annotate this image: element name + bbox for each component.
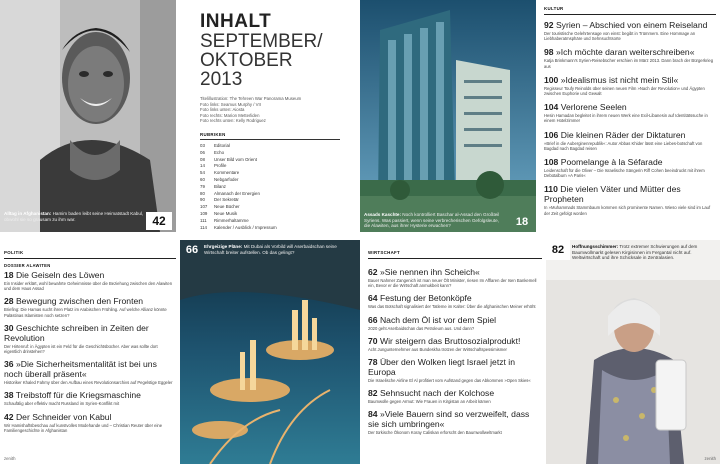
toc-entry[interactable]: 30 Geschichte schreiben in Zeiten der Revolution Der Hirtenruf: in Ägypten ist ein Feld für die Geschichtsbücher. Aber was sollte dort eigentlich drinstehen? bbox=[4, 322, 158, 355]
photo-baku-aerial bbox=[180, 240, 360, 464]
photo-kyrgyz-woman bbox=[546, 240, 720, 464]
toc-entry[interactable]: 66 Nach dem Öl ist vor dem Spiel 2020 geht Aserbaidschan das Petroleum aus. Und dann? bbox=[368, 314, 497, 331]
section-wirtschaft bbox=[368, 250, 542, 464]
toc-entry[interactable]: 98 »Ich möchte daran weiterschreiben« Katja Brinkmann's Syrien-Reisebücher erschien im März 2013. Dann brach der Bürgerkrieg aus bbox=[544, 47, 714, 69]
toc-entry[interactable]: 42 Der Schneider von Kabul Wir Hamishaftsbeschau auf kunstvolles Modehande und – Christian Reuter über eine Familiengeschichte in Afghanistan bbox=[4, 411, 163, 433]
photo-caption: Assads Kaschte: Noch kontrolliert Baschar al-Assad den Großteil Syriens. Was passiert, wenn seine verbrecherischen Gefolgsleute, die Alawiten, aus ihrer Hysterie erwachen? bbox=[364, 212, 500, 229]
toc-entry[interactable]: 82 Sehnsucht nach der Kolchose Baumwolle gegen Armut: Wie Frauen in Kirgistan an Arbeit kämen bbox=[368, 388, 495, 405]
issue-date-line-3: 2013 bbox=[200, 69, 243, 90]
toc-header bbox=[200, 12, 350, 231]
toc-entry[interactable]: 36 »Die Sicherheitsmentalität ist bei uns noch überall präsent« Historiker Khaled Fahmy über den Aufbau eines Revolutionsarchivs auf Pegelstige Eggeler bbox=[4, 359, 173, 386]
page-title: INHALT bbox=[200, 11, 272, 32]
photo-caption: Alltag in Afghanistan: Hamim baden leibt seine Heimatstadt Kabul, obwohl sie so grausam zu ihm war. bbox=[4, 211, 144, 222]
rubriken-list bbox=[200, 143, 350, 231]
rubrik-item[interactable]: 107 Neue Bücher bbox=[200, 204, 240, 210]
page-number-badge[interactable]: 66 bbox=[185, 244, 199, 256]
issue-date-line-2: OKTOBER bbox=[200, 50, 293, 71]
dossier-label: DOSSIER ALAWITEN bbox=[4, 263, 51, 268]
buildings-photo-illustration bbox=[360, 0, 536, 232]
rubrik-item[interactable]: 03 Editorial bbox=[200, 142, 230, 148]
photo-damascus-buildings bbox=[360, 0, 536, 232]
man-photo-illustration bbox=[0, 0, 176, 232]
rubrik-item[interactable]: 111 Rimmerhaltamme bbox=[200, 217, 249, 223]
toc-entry[interactable]: 104 Verlorene Seelen Hesin Hamadan begleitet in ihrem neuen Werk eine Exil-Libanesin auf Identitätssuche in einem Hotelzimmer bbox=[544, 102, 708, 124]
photo-credits: Titelillustration: The Tehreen War Panorama Museum Foto links: Seamus Murphy / VII Foto links unten: Aiosta Foto rechts: Marion Metterliden Foto rechts unten: Kelly Rodriguez bbox=[200, 96, 302, 124]
toc-entry[interactable]: 70 Wir steigern das Bruttosozialprodukt! Acht Jungunternehmer aus Bundeskha trotzen der Wirtschaftspessimismer bbox=[368, 335, 521, 352]
section-kultur bbox=[544, 6, 716, 232]
toc-entry[interactable]: 108 Poomelange à la Séfarade Leidenschaft für die Oliver – Die Israelische Sängerin Riff Cohen beeindruckt mit ihrem Debütalbum »A Paris« bbox=[544, 157, 705, 179]
toc-entry[interactable]: 28 Bewegung zwischen den Fronten Briefing: Die Hamas sucht ihren Platz im Arabischen Frühling. Auf welche Allianz könnte Palästinas Islamisten noch setzen? bbox=[4, 296, 167, 318]
page-number-badge[interactable]: 82 bbox=[546, 240, 570, 260]
issue-date-line-1: SEPTEMBER/ bbox=[200, 31, 323, 52]
rubrik-item[interactable]: 06 Echo bbox=[200, 149, 225, 155]
footer-magazine-name: zenith bbox=[704, 456, 716, 461]
rubrik-item[interactable]: 79 Bilanz bbox=[200, 183, 226, 189]
rubrik-item[interactable]: 90 Der Sekretär bbox=[200, 197, 239, 203]
rubrik-item[interactable]: 60 Nebgarfoder bbox=[200, 176, 239, 182]
rubrik-item[interactable]: 54 Kommentare bbox=[200, 170, 240, 176]
toc-entry[interactable]: 38 Treibstoff für die Kriegsmaschine Schaufälig aber effektiv macht Russland im Syrien-Konflikt mit bbox=[4, 390, 141, 407]
toc-entry[interactable]: 100 »Idealismus ist nicht mein Stil« Regisseur Toufy Reinolds über seinen neuen Film »Nach der Revolution« und Ägypten zwischen Euphorie und Gewalt bbox=[544, 74, 705, 97]
toc-entry[interactable]: 62 »Sie nennen ihn Scheich« Bauer Nahmer Zangenich ist man neuer Ölt Minister, riesen Im Afflaren der Isen Bankemell ein, Bevor er die Wirtschaft anmukbeit kann? bbox=[368, 267, 537, 289]
kultur-entries bbox=[544, 20, 716, 216]
section-politik bbox=[4, 250, 176, 464]
rubrik-item[interactable]: 80 Almanach der Energien bbox=[200, 190, 260, 196]
toc-entry[interactable]: 92 Syrien – Abschied von einem Reiseland Der touristische Gelehrtensage von einst: begibt in Trümmern. Eine Hommage an Liebhaberatmsphäre und Sehnsuchtsorte bbox=[544, 20, 708, 42]
page-number-badge[interactable]: 18 bbox=[515, 216, 529, 228]
toc-entry[interactable]: 64 Festung der Betonköpfe Was das Botschaft signalisiert der Tatleme im Kalter: Über die afghanischen Meiner erhöht bbox=[368, 293, 536, 310]
woman-photo-illustration bbox=[546, 240, 720, 464]
rubrik-item[interactable]: 109 Neue Musik bbox=[200, 210, 238, 216]
photo-afghan-man bbox=[0, 0, 176, 232]
section-label: WIRTSCHAFT bbox=[368, 250, 401, 255]
photo-caption: Hoffnungsschimmer: Trotz extremer Schwierungen auf dem Baumwollmarkt gelesen Kirgisinnen im Fergantal nicht auf. Weltwirtschaft und ihre Schicksale in Zentralasien. bbox=[572, 244, 698, 261]
rubriken-heading: RUBRIKEN bbox=[200, 131, 226, 137]
section-label: KULTUR bbox=[544, 6, 564, 11]
rubrik-item[interactable]: 08 Unser Bild vom Orient bbox=[200, 156, 257, 162]
page-number-badge[interactable]: 42 bbox=[146, 212, 172, 230]
wirtschaft-entries bbox=[368, 267, 542, 436]
rubrik-item[interactable]: 114 Kalender / Ausblick / Impressum bbox=[200, 224, 277, 230]
footer-magazine-name: zenith bbox=[4, 456, 16, 461]
rubrik-item[interactable]: 14 Profile bbox=[200, 163, 227, 169]
photo-caption: Ehrgeizige Pläne: Mit Dubai als Vorbild will Aserbaidschan seine Wirtschaft breiter aufstellen. Ob das gelingt? bbox=[204, 244, 337, 255]
toc-entry[interactable]: 106 Die kleinen Räder der Diktaturen »Brief in die Auberginenrepublik«: Autor Abbas Khider lässt eine Liebes-botschaft von Bagdad nach Bagdad reisen bbox=[544, 129, 703, 151]
aerial-photo-illustration bbox=[180, 240, 360, 464]
toc-entry[interactable]: 110 Die vielen Väter und Mütter des Propheten In »Muhammads Stammbaum kommen sich prominente Namen. Wieso viele sind im Lauf der Zeit gefolgt worden bbox=[544, 184, 711, 216]
toc-entry[interactable]: 18 Die Geiseln des Löwen Ein Insider erklärt, wohl bewahrte Geheimnisse über die Beziehung zwischen den Alawiten und dem Haus Assad bbox=[4, 270, 173, 292]
politik-entries bbox=[4, 270, 176, 433]
toc-entry[interactable]: 78 Über den Wolken liegt Israel jetzt in Europa Die Israelische Airline El Al profitiert vom Aufstand gegen das Abkommen »Open Skies« bbox=[368, 357, 531, 384]
toc-entry[interactable]: 84 »Viele Bauern sind so verzweifelt, dass sie sich umbringen« Der türkische Ökonom Koray Caliskan erforscht den Baumwollweltmarkt bbox=[368, 409, 530, 436]
section-label: POLITIK bbox=[4, 250, 24, 255]
